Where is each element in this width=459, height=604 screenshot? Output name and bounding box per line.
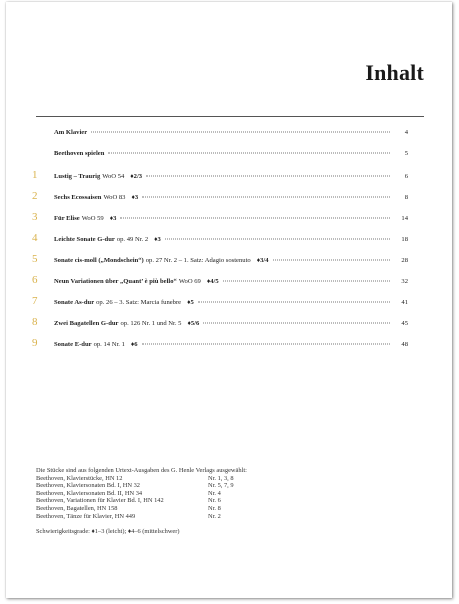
toc-entry[interactable]	[32, 233, 408, 247]
leader-dots	[142, 344, 390, 345]
toc-number: 1	[32, 169, 38, 181]
leader-dots	[142, 197, 390, 198]
source-title: Beethoven, Klaviersonaten Bd. I, HN 32	[36, 482, 141, 490]
toc-page: 4	[404, 129, 408, 136]
source-title: Beethoven, Klavierstücke, HN 12	[36, 474, 123, 482]
source-row	[36, 505, 336, 513]
toc-page: 18	[401, 236, 408, 243]
source-title: Beethoven, Tänze für Klavier, HN 449	[36, 512, 136, 520]
toc-entry[interactable]	[32, 275, 408, 289]
source-row	[36, 490, 336, 498]
toc-entry[interactable]	[32, 129, 408, 143]
difficulty-level: ♦3	[154, 236, 161, 243]
leader-dots	[203, 323, 390, 324]
source-numbers: Nr. 1, 3, 8	[208, 474, 234, 482]
leader-dots	[273, 260, 391, 261]
toc-subtitle: op. 26 – 3. Satz: Marcia funebre	[96, 299, 182, 306]
toc-subtitle: WoO 69	[178, 278, 201, 285]
toc-page: 45	[401, 320, 408, 327]
toc-number: 3	[32, 211, 38, 223]
leader-dots	[108, 153, 390, 154]
toc-page: 32	[401, 278, 408, 285]
source-note	[36, 467, 336, 536]
toc-entry[interactable]	[32, 296, 408, 310]
toc-title: Sonate As-dur	[54, 299, 95, 306]
toc-number: 6	[32, 274, 38, 286]
toc-number: 7	[32, 295, 38, 307]
toc-title: Sechs Ecossaisen	[54, 194, 102, 201]
toc-number: 4	[32, 232, 38, 244]
difficulty-legend: Schwierigkeitsgrade: ♦1–3 (leicht); ♦4–6 (mittelschwer)	[36, 528, 180, 536]
toc-number: 9	[32, 337, 38, 349]
toc-subtitle: op. 27 Nr. 2 – 1. Satz: Adagio sostenuto	[145, 257, 251, 264]
source-title: Beethoven, Klaviersonaten Bd. II, HN 34	[36, 489, 143, 497]
toc-subtitle: op. 126 Nr. 1 und Nr. 5	[120, 320, 182, 327]
toc-title: Zwei Bagatellen G-dur	[54, 320, 119, 327]
difficulty-level: ♦5	[187, 299, 194, 306]
source-row	[36, 513, 336, 521]
toc-title: Leichte Sonate G-dur	[54, 236, 115, 243]
source-numbers: Nr. 6	[208, 497, 221, 505]
toc-title: Neun Variationen über „Quant’ è più bello“	[54, 278, 177, 285]
difficulty-level: ♦2/3	[130, 173, 143, 180]
toc-number: 8	[32, 316, 38, 328]
source-title: Beethoven, Variationen für Klavier Bd. I, HN 142	[36, 497, 164, 505]
toc-page: 14	[401, 215, 408, 222]
source-numbers: Nr. 2	[208, 512, 221, 520]
source-numbers: Nr. 8	[208, 504, 221, 512]
source-title: Beethoven, Bagatellen, HN 158	[36, 504, 118, 512]
difficulty-level: ♦3/4	[256, 257, 269, 264]
note-intro: Die Stücke sind aus folgenden Urtext-Ausgaben des G. Henle Verlags ausgewählt:	[36, 467, 247, 474]
toc-title: Sonate cis-moll („Mondschein“)	[54, 257, 144, 264]
toc-entry[interactable]	[32, 170, 408, 184]
source-row	[36, 482, 336, 490]
toc-entry[interactable]	[32, 212, 408, 226]
toc-subtitle: WoO 83	[103, 194, 126, 201]
source-numbers: Nr. 4	[208, 489, 221, 497]
toc-page: 5	[404, 150, 408, 157]
page-title: Inhalt	[365, 60, 424, 85]
toc-title: Sonate E-dur	[54, 341, 92, 348]
document-page	[6, 2, 452, 598]
toc-entry[interactable]	[32, 254, 408, 268]
toc-title: Für Elise	[54, 215, 80, 222]
source-row	[36, 497, 336, 505]
difficulty-level: ♦4/5	[206, 278, 219, 285]
toc-page: 8	[404, 194, 408, 201]
source-row	[36, 475, 336, 483]
toc-number: 2	[32, 190, 38, 202]
leader-dots	[120, 218, 390, 219]
difficulty-level: ♦3	[109, 215, 117, 222]
source-numbers: Nr. 5, 7, 9	[208, 482, 234, 490]
toc-page: 6	[404, 173, 408, 180]
leader-dots	[91, 132, 390, 133]
toc-subtitle: op. 49 Nr. 2	[116, 236, 149, 243]
toc-entry[interactable]	[32, 150, 408, 164]
leader-dots	[165, 239, 390, 240]
toc-subtitle: op. 14 Nr. 1	[93, 341, 125, 348]
leader-dots	[146, 176, 390, 177]
toc-title: Beethoven spielen	[54, 150, 105, 157]
difficulty-level: ♦3	[131, 194, 139, 201]
toc-number: 5	[32, 253, 38, 265]
leader-dots	[198, 302, 390, 303]
toc-subtitle: WoO 54	[102, 173, 125, 180]
toc-entry[interactable]	[32, 191, 408, 205]
toc-title: Am Klavier	[54, 129, 88, 136]
toc-subtitle: WoO 59	[81, 215, 104, 222]
leader-dots	[223, 281, 390, 282]
difficulty-level: ♦6	[130, 341, 138, 348]
difficulty-level: ♦5/6	[187, 320, 200, 327]
toc-page: 41	[401, 299, 408, 306]
toc-page: 48	[401, 341, 408, 348]
toc-title: Lustig – Traurig	[54, 173, 101, 180]
toc-entry[interactable]	[32, 317, 408, 331]
title-rule	[36, 116, 424, 117]
toc-page: 28	[401, 257, 408, 264]
toc-entry[interactable]	[32, 338, 408, 352]
